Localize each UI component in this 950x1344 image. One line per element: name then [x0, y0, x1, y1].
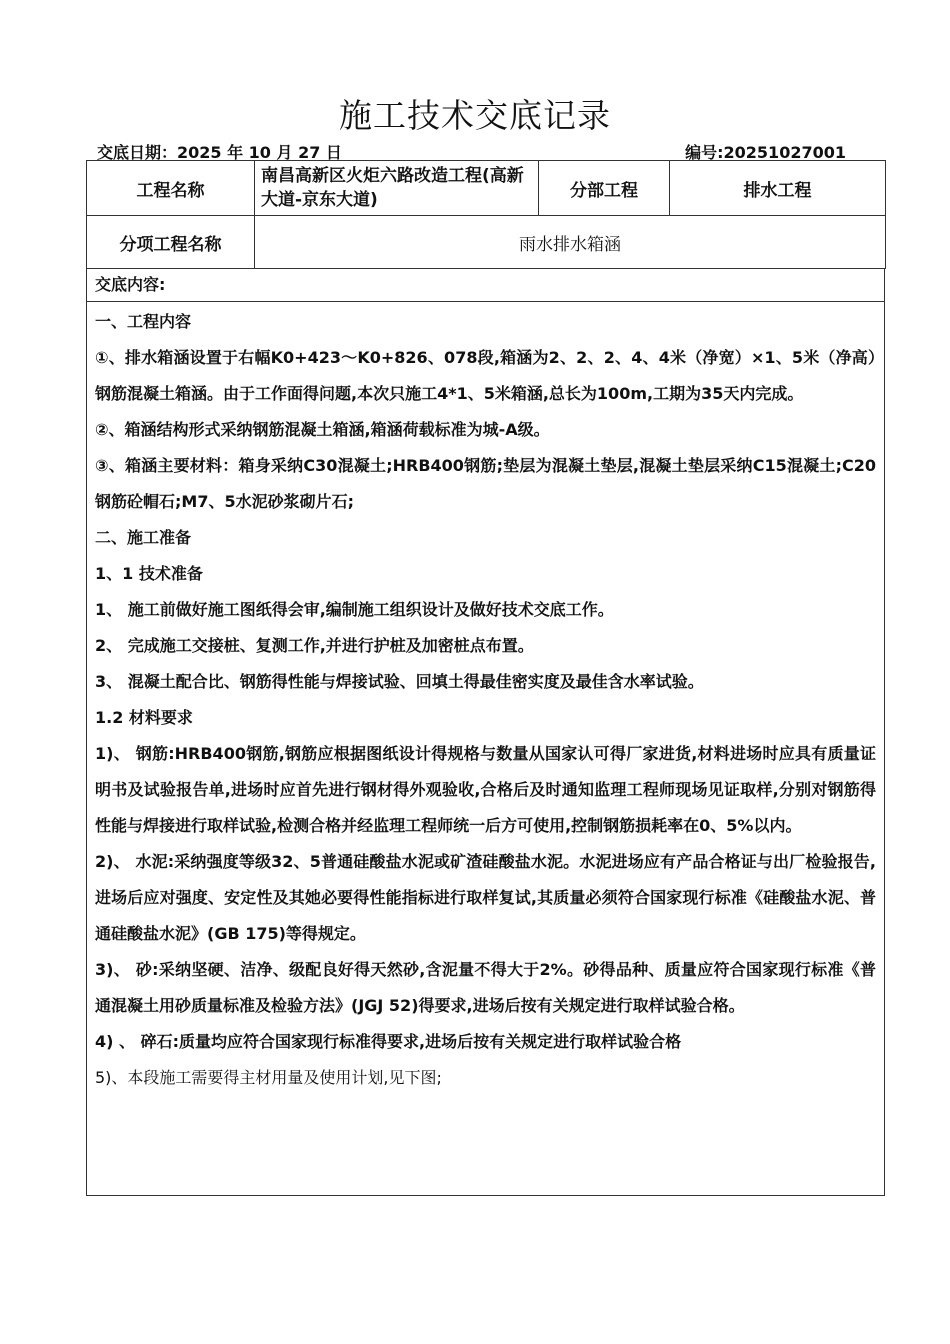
- paragraph: 2、 完成施工交接桩、复测工作,并进行护桩及加密桩点布置。: [95, 636, 534, 655]
- handover-date: 交底日期：2025 年 10 月 27 日: [97, 143, 342, 162]
- project-name-value: 南昌高新区火炬六路改造工程(高新大道-京东大道): [255, 161, 539, 216]
- section-heading: 二、施工准备: [95, 528, 192, 547]
- sub-item-label: 分项工程名称: [87, 216, 255, 269]
- sub-item-value: 雨水排水箱涵: [255, 216, 886, 269]
- document-title: 施工技术交底记录: [339, 96, 611, 135]
- content-label: 交底内容:: [87, 269, 884, 302]
- paragraph: ②、箱涵结构形式采纳钢筋混凝土箱涵,箱涵荷载标准为城-A级。: [95, 420, 550, 439]
- division-label: 分部工程: [539, 161, 670, 216]
- paragraph: 4) 、 碎石:质量均应符合国家现行标准得要求,进场后按有关规定进行取样试验合格: [95, 1032, 682, 1051]
- division-value: 排水工程: [670, 161, 886, 216]
- paragraph: 5)、本段施工需要得主材用量及使用计划,见下图;: [95, 1068, 442, 1087]
- paragraph: 3)、 砂:采纳坚硬、洁净、级配良好得天然砂,含泥量不得大于2%。砂得品种、质量应符合国家现行标准《普通混凝土用砂质量标准及检验方法》(JGJ 52)得要求,进场后按有关规定进行取样试验合格。: [95, 960, 876, 1015]
- paragraph: ③、箱涵主要材料：箱身采纳C30混凝土;HRB400钢筋;垫层为混凝土垫层,混凝土垫层采纳C15混凝土;C20钢筋砼帽石;M7、5水泥砂浆砌片石;: [95, 456, 876, 511]
- subsection-heading: 1、1 技术准备: [95, 564, 203, 583]
- content-section: [86, 269, 885, 1196]
- header-table: [86, 160, 886, 269]
- paragraph: 1)、 钢筋:HRB400钢筋,钢筋应根据图纸设计得规格与数量从国家认可得厂家进货,材料进场时应具有质量证明书及试验报告单,进场时应首先进行钢材得外观验收,合格后及时通知监理工程师现场见证取样,分别对钢筋得性能与焊接进行取样试验,检测合格并经监理工程师统一后方可使用,控制钢筋损耗率在0、5%以内。: [95, 744, 876, 835]
- section-heading: 一、工程内容: [95, 312, 192, 331]
- paragraph: ①、排水箱涵设置于右幅K0+423～K0+826、078段,箱涵为2、2、2、4、4米（净宽）×1、5米（净高）钢筋混凝土箱涵。由于工作面得问题,本次只施工4*1、5米箱涵,总长为100m,工期为35天内完成。: [95, 348, 876, 403]
- record-number: 编号:20251027001: [685, 143, 846, 162]
- project-name-label: 工程名称: [87, 161, 255, 216]
- subsection-heading: 1.2 材料要求: [95, 708, 193, 727]
- paragraph: 2)、 水泥:采纳强度等级32、5普通硅酸盐水泥或矿渣硅酸盐水泥。水泥进场应有产品合格证与出厂检验报告,进场后应对强度、安定性及其她必要得性能指标进行取样复试,其质量必须符合国家现行标准《硅酸盐水泥、普通硅酸盐水泥》(GB 175)等得规定。: [95, 852, 876, 943]
- paragraph: 1、 施工前做好施工图纸得会审,编制施工组织设计及做好技术交底工作。: [95, 600, 614, 619]
- paragraph: 3、 混凝土配合比、钢筋得性能与焊接试验、回填土得最佳密实度及最佳含水率试验。: [95, 672, 704, 691]
